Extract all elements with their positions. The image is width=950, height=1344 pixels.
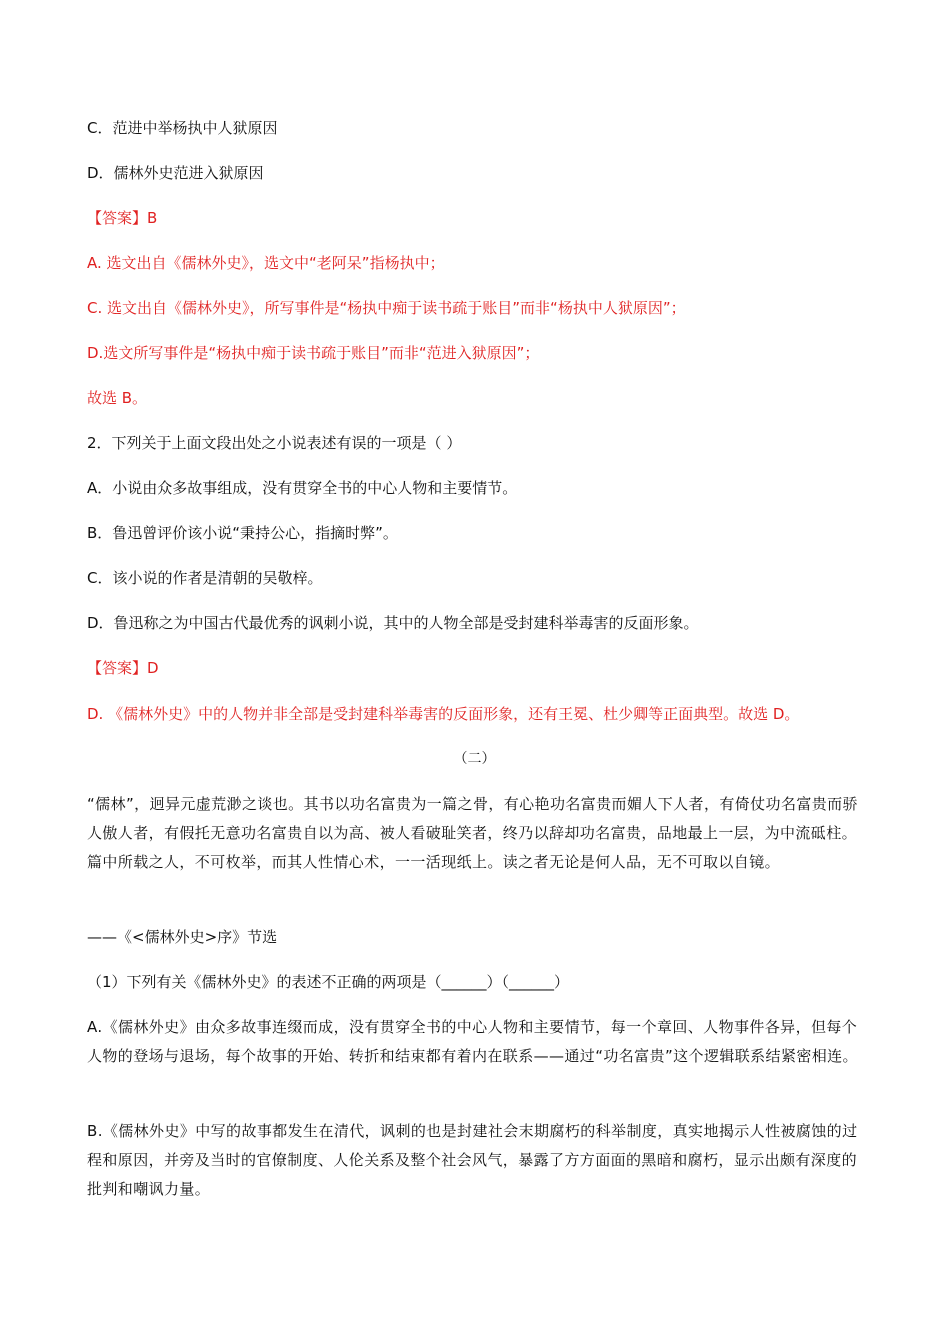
section2-option-a: A.《儒林外史》由众多故事连缀而成，没有贯穿全书的中心人物和主要情节，每一个章回、人物事件各异，但每个人物的登场与退场，每个故事的开始、转折和结束都有着内在联系——通过“功名富贵”这个逻辑联系结紧密相连。 [87,1018,858,1065]
q1-answer-line-a: A. 选文出自《儒林外史》，选文中“老阿呆”指杨执中； [87,254,445,272]
q2-answer-label: 【答案】D [87,659,159,677]
passage-source: ——《<儒林外史>序》节选 [87,928,278,946]
q1-answer-line-d: D.选文所写事件是“杨执中痴于读书疏于账目”而非“范进入狱原因”； [87,344,540,362]
q1-answer-line-c: C. 选文出自《儒林外史》，所写事件是“杨执中痴于读书疏于账目”而非“杨执中人狱原因”； [87,299,686,317]
section-heading: （二） [453,751,496,767]
q1-option-c: C．范进中举杨执中人狱原因 [87,119,278,137]
q2-option-c: C．该小说的作者是清朝的吴敬梓。 [87,569,323,587]
section2-option-b: B.《儒林外史》中写的故事都发生在清代，讽刺的也是封建社会末期腐朽的科举制度，真实地揭示人性被腐蚀的过程和原因，并旁及当时的官僚制度、人伦关系及整个社会风气，暴露了方方面面的黑暗和腐朽，显示出颇有深度的批判和嘲讽力量。 [87,1122,858,1198]
q2-answer-explanation: D. 《儒林外史》中的人物并非全部是受封建科举毒害的反面形象，还有王冕、杜少卿等正面典型。故选 D。 [87,705,800,723]
q1-answer-conclusion: 故选 B。 [87,389,148,407]
q1-option-d: D．儒林外史范进入狱原因 [87,164,264,182]
section2-question: （1）下列有关《儒林外史》的表述不正确的两项是（______）（______） [87,973,570,991]
passage-paragraph: “儒林”，迥异元虚荒渺之谈也。其书以功名富贵为一篇之骨，有心艳功名富贵而媚人下人者，有倚仗功名富贵而骄人傲人者，有假托无意功名富贵自以为高、被人看破耻笑者，终乃以辞却功名富贵，品地最上一层，为中流砥柱。篇中所载之人，不可枚举，而其人性情心术，一一活现纸上。读之者无论是何人品，无不可取以自镜。 [87,795,858,871]
q2-question: 2．下列关于上面文段出处之小说表述有误的一项是（ ） [87,434,462,452]
q2-option-b: B．鲁迅曾评价该小说“秉持公心，指摘时弊”。 [87,524,398,542]
q1-answer-label: 【答案】B [87,209,158,227]
q2-option-d: D．鲁迅称之为中国古代最优秀的讽刺小说，其中的人物全部是受封建科举毒害的反面形象。 [87,614,699,632]
q2-option-a: A．小说由众多故事组成，没有贯穿全书的中心人物和主要情节。 [87,479,518,497]
